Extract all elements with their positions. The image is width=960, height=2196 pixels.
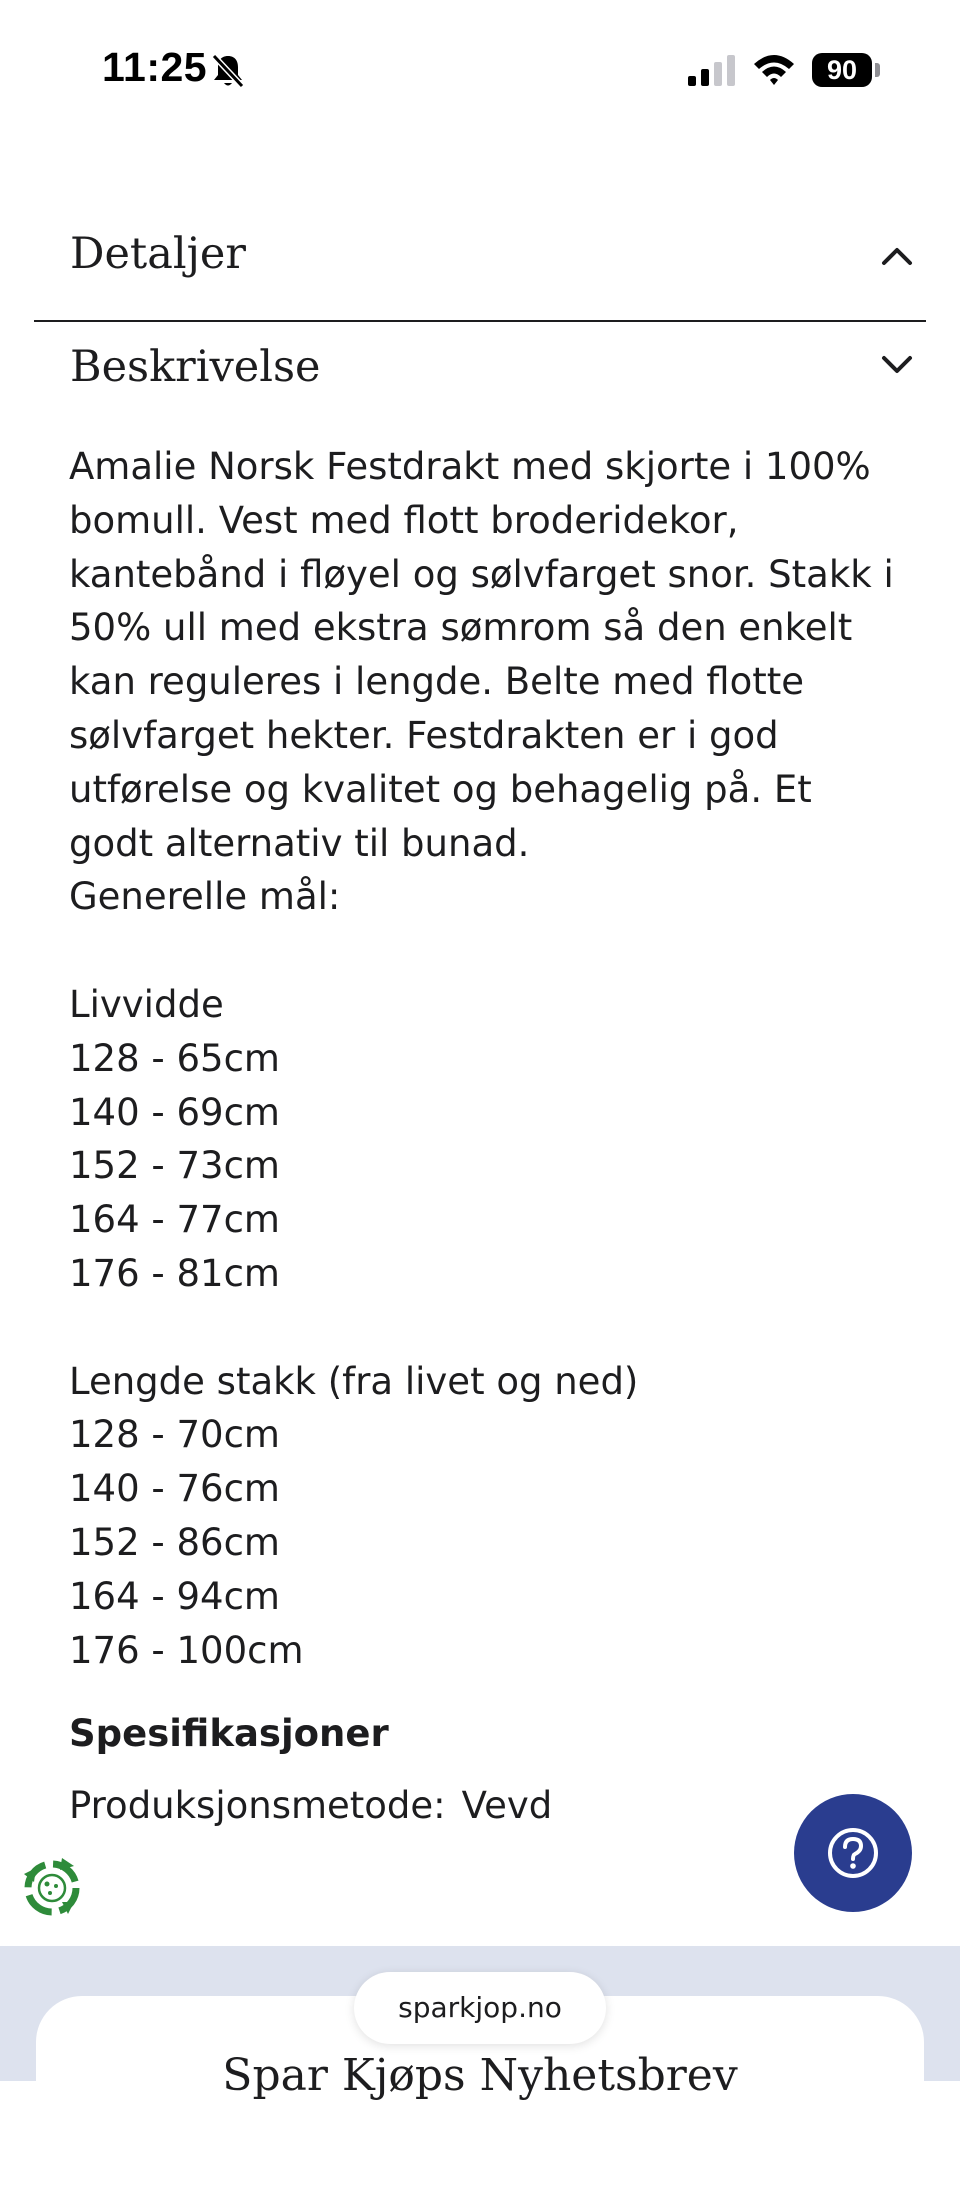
waist-size-row: 128 - 65cm [69,1036,280,1080]
recycle-icon[interactable] [16,1852,88,1924]
battery-tip [875,63,880,77]
status-bar [0,0,960,140]
help-button[interactable] [794,1794,912,1912]
skirt-length-row: 176 - 100cm [69,1628,304,1672]
specifications-title: Spesifikasjoner [69,1712,389,1755]
skirt-length-row: 128 - 70cm [69,1413,280,1457]
skirt-length-row: 164 - 94cm [69,1574,280,1618]
description-title: Beskrivelse [70,342,321,392]
skirt-length-row: 152 - 86cm [69,1520,280,1564]
newsletter-title: Spar Kjøps Nyhetsbrev [222,2050,738,2101]
chevron-down-icon [880,354,914,376]
product-description [69,440,899,1677]
question-mark-icon [825,1825,881,1881]
description-paragraph: Amalie Norsk Festdrakt med skjorte i 100% bomull. Vest med flott broderidekor, kantebånd i fløyel og sølvfarget snor. Stakk i 50% ull med ekstra sømrom så den enkelt kan reguleres i lengde. Belte med flotte sølvfarget hekter. Festdrakten er i god utførelse og kvalitet og behagelig på. Et godt alternativ til bunad. [69,445,894,865]
waist-heading: Livvidde [69,982,224,1026]
spec-value: Vevd [461,1784,553,1827]
cellular-signal-icon [688,54,738,88]
chevron-up-icon [880,245,914,267]
description-accordion-header[interactable] [34,330,926,410]
status-time: 11:25 [102,44,208,90]
accordion-divider [34,320,926,322]
waist-size-row: 152 - 73cm [69,1144,280,1188]
skirt-length-heading: Lengde stakk (fra livet og ned) [69,1359,639,1403]
waist-size-row: 140 - 69cm [69,1090,280,1134]
skirt-length-row: 140 - 76cm [69,1467,280,1511]
spec-production-method [69,1784,552,1827]
spec-label: Produksjonsmetode: [69,1784,446,1827]
waist-size-row: 176 - 81cm [69,1251,280,1295]
wifi-icon [752,52,796,88]
bell-slash-icon [210,52,246,90]
waist-size-row: 164 - 77cm [69,1198,280,1242]
battery-icon: 90 [812,53,872,87]
details-accordion-header[interactable] [34,215,926,295]
measurements-heading: Generelle mål: [69,875,341,919]
url-bar[interactable]: sparkjop.no [354,1972,606,2044]
details-title: Detaljer [70,229,246,279]
